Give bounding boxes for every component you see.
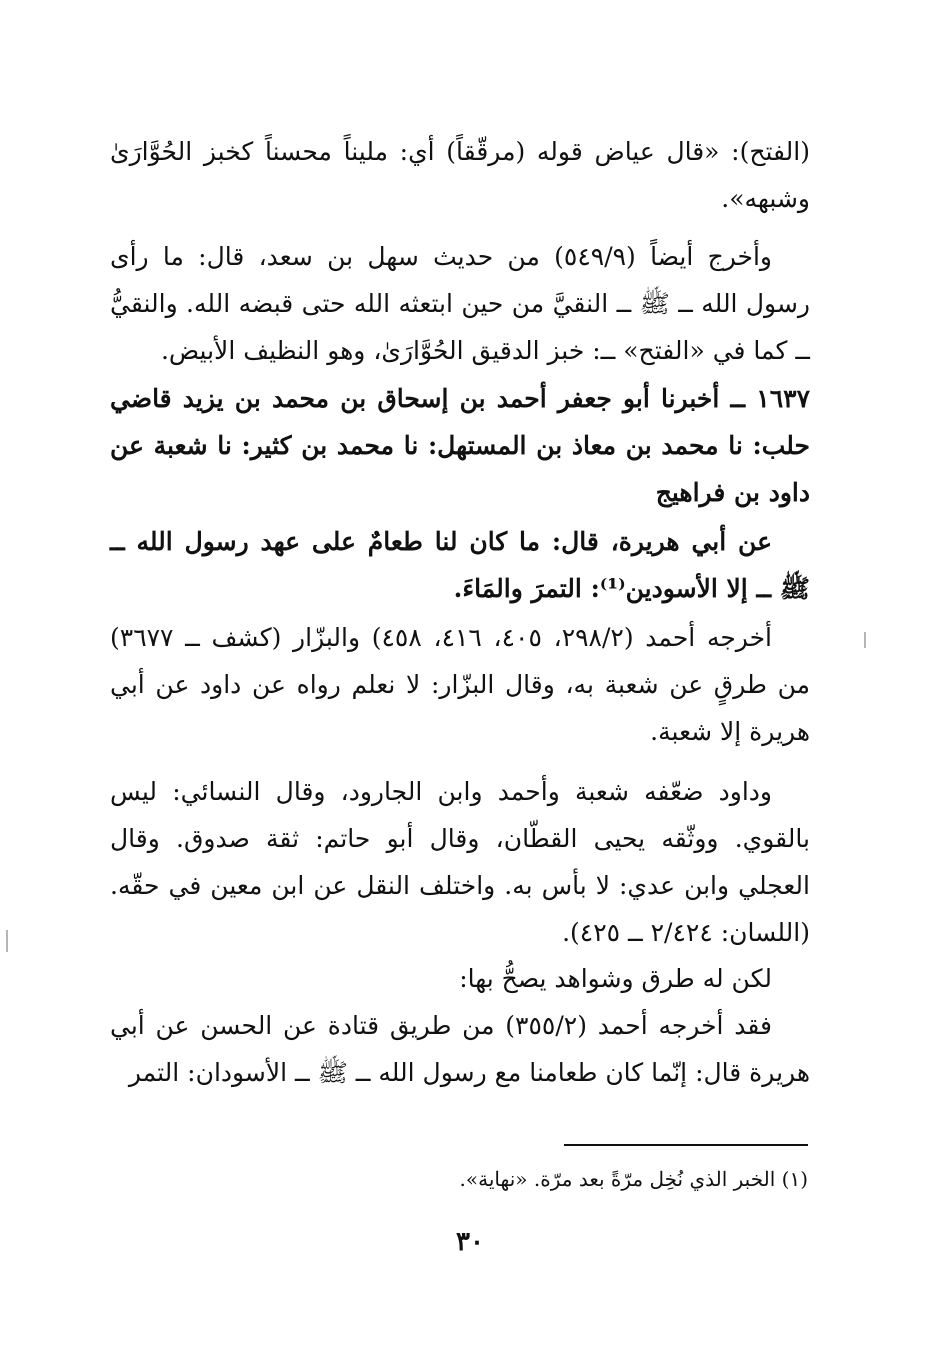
scan-speck bbox=[6, 930, 8, 952]
paragraph-takhrij: أخرجه أحمد (٢٩٨/٢، ٤٠٥، ٤١٦، ٤٥٨) والبزّار (كشف ــ ٣٦٧٧) من طرقٍ عن شعبة به، وقال البزّار: لا نعلم رواه عن داود عن أبي هريرة إلا شعبة. bbox=[110, 623, 810, 746]
footnote-divider bbox=[564, 1144, 808, 1146]
footnote: (١) الخبر الذي نُخِل مرّةً بعد مرّة. «نهاية». bbox=[459, 1167, 808, 1191]
paragraph-commentary: لكن له طرق وشواهد يصحُّ بها: bbox=[459, 964, 772, 993]
page-number: ٣٠ bbox=[456, 1227, 484, 1257]
hadith-matn: عن أبي هريرة، قال: ما كان لنا طعامٌ على عهد رسول الله ــ ﷺ ــ إلا الأسودين⁽¹⁾: التمرَ والمَاءَ. bbox=[110, 527, 810, 603]
paragraph-commentary: وأخرج أيضاً (٥٤٩/٩) من حديث سهل بن سعد، قال: ما رأى رسول الله ــ ﷺ ــ النقيَّ من حين ابتعثه الله حتى قبضه الله. والنقيُّ ــ كما في «الفتح» ــ: خبز الدقيق الحُوَّارَىٰ، وهو النظيف الأبيض. bbox=[110, 242, 810, 365]
hadith-isnad: ١٦٣٧ ــ أخبرنا أبو جعفر أحمد بن إسحاق بن محمد بن يزيد قاضي حلب: نا محمد بن معاذ بن المستهل: نا محمد بن كثير: نا شعبة عن داود بن فراهيج bbox=[110, 384, 810, 507]
paragraph-narrator-grading: وداود ضعّفه شعبة وأحمد وابن الجارود، وقال النسائي: ليس بالقوي. ووثّقه يحيى القطّان، وقال أبو حاتم: ثقة صدوق. وقال العجلي وابن عدي: لا بأس به. واختلف النقل عن ابن معين في حقّه. (اللسان: ٢/٤٢٤ ــ ٤٢٥). bbox=[110, 777, 810, 947]
paragraph-commentary: (الفتح): «قال عياض قوله (مرقّقاً) أي: مليناً محسناً كخبز الحُوَّارَىٰ وشبهه». bbox=[110, 137, 810, 213]
scan-speck bbox=[864, 632, 866, 648]
paragraph-commentary: فقد أخرجه أحمد (٣٥٥/٢) من طريق قتادة عن الحسن عن أبي هريرة قال: إنّما كان طعامنا مع رسول الله ــ ﷺ ــ الأسودان: التمر bbox=[110, 1011, 810, 1087]
